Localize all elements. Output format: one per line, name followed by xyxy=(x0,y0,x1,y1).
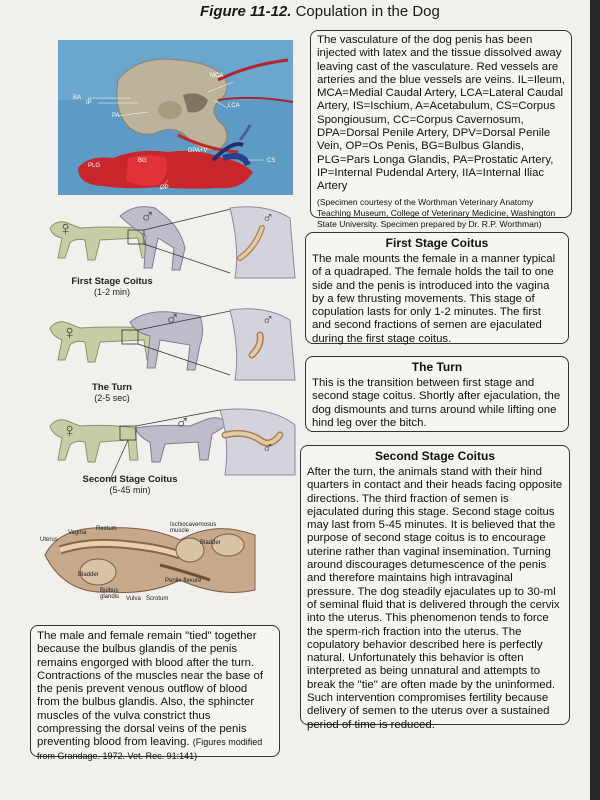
first-stage-box xyxy=(305,232,569,344)
photo-description-text: The vasculature of the dog penis has been injected with latex and the tissue dissolved away leaving cast of the vasculature. Red vessels are arteries and the blue vessels are veins. IL=Ileum, MCA=Medial Caudal Artery, LCA=Lateral Caudal Artery, IS=Ischium, A=Acetabulum, CS=Corpus Spongiousum, CC=Corpus Cavernosum, DPA=Dorsal Penile Artery, DPV=Dorsal Penile Vein, OP=Os Penis, BG=Bulbus Glandis, PLG=Pars Longa Glandis, PA=Prostatic Artery, IP=Internal Pudendal Artery, IIA=Internal Iliac Artery xyxy=(317,34,565,193)
male-symbol-inset-2: ♂ xyxy=(262,312,274,329)
turn-label: The Turn xyxy=(92,382,132,393)
female-symbol-2: ♀ xyxy=(62,322,77,344)
label-bladder-male: Bladder xyxy=(200,540,221,546)
label-bladder-female: Bladder xyxy=(78,572,99,578)
label-vagina: Vagina xyxy=(68,530,87,536)
male-symbol-2: ♂ xyxy=(165,308,180,330)
second-stage-time: (5-45 min) xyxy=(109,485,151,495)
label-op: OP xyxy=(160,185,169,191)
label-cs: CS xyxy=(267,158,276,164)
turn-time: (2-5 sec) xyxy=(94,393,130,403)
second-stage-heading: Second Stage Coitus xyxy=(374,449,496,463)
label-ba: BA xyxy=(73,95,82,101)
turn-text: This is the transition between first stage and second stage coitus. Shortly after ejaculation, the dog dismounts and turns around while lifting one hind leg over the bitch. xyxy=(312,377,561,429)
second-stage-caption xyxy=(75,474,185,495)
figure-caption: Copulation in the Dog xyxy=(295,3,440,20)
male-symbol-3: ♂ xyxy=(175,412,190,434)
turn-box xyxy=(305,356,569,432)
second-stage-illustration xyxy=(40,400,300,485)
label-dpa-v: DPA+V xyxy=(188,148,208,154)
figure-number: Figure 11-12. xyxy=(200,3,292,20)
first-stage-label: First Stage Coitus xyxy=(71,276,153,287)
turn-heading: The Turn xyxy=(411,360,463,374)
label-rectum: Rectum xyxy=(96,526,117,532)
label-mca: MCA xyxy=(210,73,224,79)
first-stage-time: (1-2 min) xyxy=(93,287,130,297)
figure-title xyxy=(200,3,440,20)
female-symbol-3: ♀ xyxy=(62,420,77,442)
label-bulbus-glandis: Bulbus glandis xyxy=(100,588,120,600)
first-stage-heading: First Stage Coitus xyxy=(385,236,489,250)
second-stage-text: After the turn, the animals stand with their hind quarters in contact and their heads facing opposite directions. The third fraction of semen is ejaculated during this stage. Second stage coitus may last from 5-45 minutes. It is believed that the purpose of second stage coitus is to encourage uterine rather than vaginal insemination. Turning around discourages detumescence of the penis and therefore maintains high intravaginal pressure. The dog steadily ejaculates up to 30-ml of seminal fluid that is delivered through the cervix into the uterus. This phenomenon tends to force the sperm-rich fraction into the uterus. The copulatory behavior described here is perfectly natural. Unfortunately this behavior is often interpreted as being unnatural and attempts to break the "tie" are often made by the uninformed. Such intervention compromises fertility because delivery of semen to the uterus over a sustained period of time is reduced. xyxy=(307,466,563,731)
label-scrotum: Scrotum xyxy=(146,596,169,602)
tied-explanation-box xyxy=(30,625,280,761)
label-lca: LCA xyxy=(228,103,240,109)
male-symbol-inset-3: ♂ xyxy=(262,440,274,457)
second-stage-label: Second Stage Coitus xyxy=(82,474,178,485)
label-bg: BG xyxy=(138,158,147,164)
label-uterus: Uterus xyxy=(40,537,58,543)
female-symbol-1: ♀ xyxy=(58,218,73,240)
first-stage-illustration xyxy=(40,198,300,283)
second-stage-box xyxy=(300,445,570,731)
first-stage-text: The male mounts the female in a manner typical of a quadraped. The female holds the tail to one side and the penis is introduced into the vagina by a few thrusting movements. This stage of copulation lasts for only 1-2 minutes. The first and second fractions of semen are ejaculated during the first stage coitus. xyxy=(312,253,556,345)
figure-citation: (Figures modified from Grandage. 1972. Vet. Rec. 91:141) xyxy=(37,737,263,761)
specimen-credit: (Specimen courtesy of the Worthman Veterinary Anatomy Teaching Museum, College of Veterinary Medicine, Washington State University. Specimen prepared by Dr. R.P. Worthman) xyxy=(317,196,556,229)
male-symbol-1: ♂ xyxy=(140,206,155,228)
label-ip: IP xyxy=(86,100,92,106)
first-stage-caption xyxy=(62,276,162,297)
tied-explanation-text: The male and female remain "tied" together because the bulbus glandis of the penis remains engorged with blood after the turn. Contractions of the muscles near the base of the penis prevent venous outflow of blood from the bulbus glandis. Also, the sphincter muscles of the vulva constrict thus compressing the dorsal veins of the penis preventing blood from leaving. (Figures modified from Grandage. 1972. Vet. Rec. 91:141) xyxy=(37,630,264,761)
label-ischiocavernosus: Ischiocavernosus muscle xyxy=(170,522,217,534)
photo-description-box xyxy=(310,30,572,229)
page-edge xyxy=(590,0,600,800)
label-penile-flexure: Penile flexure xyxy=(165,578,202,584)
label-vulva: Vulva xyxy=(126,596,141,602)
label-plg: PLG xyxy=(88,163,101,169)
male-symbol-inset-1: ♂ xyxy=(262,210,274,227)
vasculature-cast-photo xyxy=(58,40,293,195)
label-pa: PA xyxy=(112,113,120,119)
